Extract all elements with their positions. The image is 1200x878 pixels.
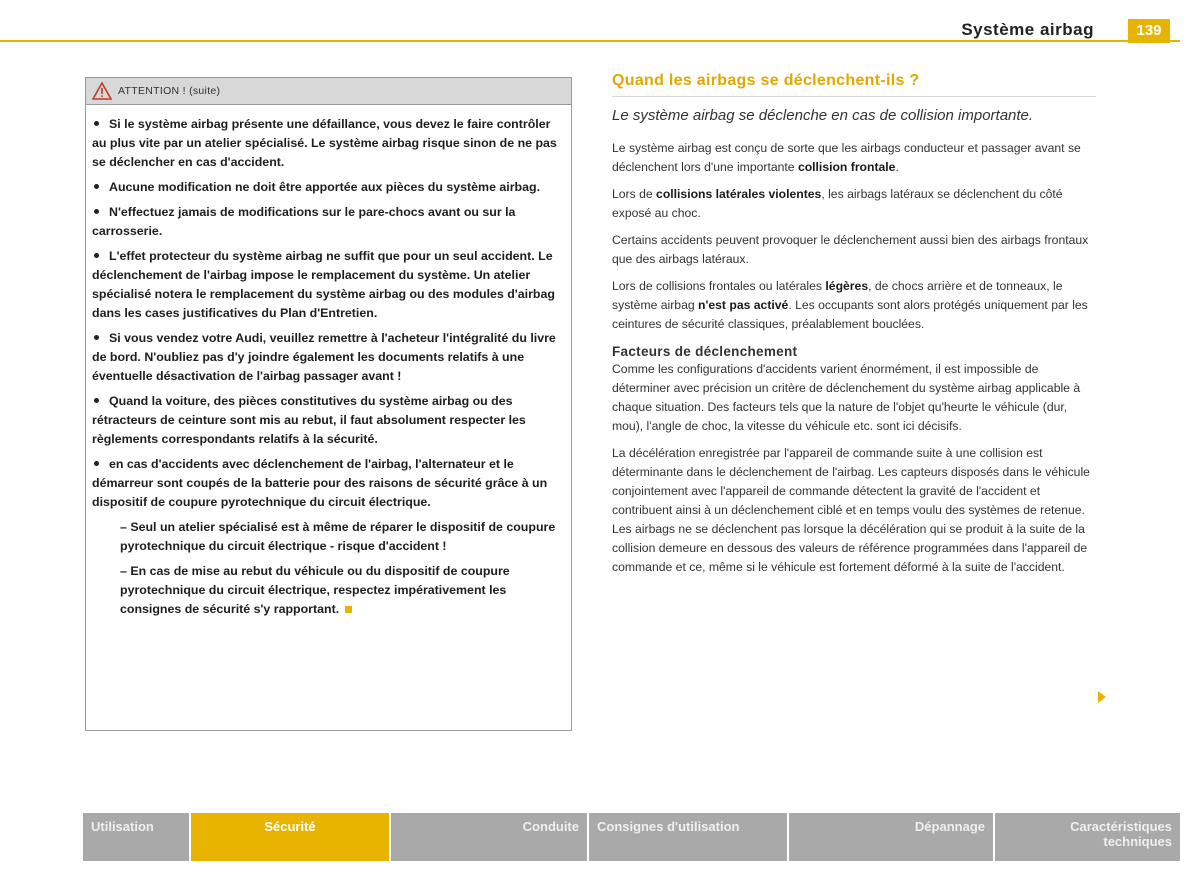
bullet-icon <box>94 253 99 258</box>
tab-conduite[interactable]: Conduite <box>391 813 589 861</box>
header-rule <box>0 40 1180 42</box>
warning-box <box>85 77 572 731</box>
warning-item: Si le système airbag présente une défaillance, vous devez le faire contrôler au plus vite par un atelier spécialisé. Le système airbag risque sinon de ne pas se déclencher en cas d'accident. <box>92 117 557 169</box>
paragraph: Comme les configurations d'accidents varient énormément, il est impossible de déterminer avec précision un critère de déclenchement du système airbag applicable à chaque situation. Des facteurs tels que la nature de l'objet qu'heurte le véhicule (dur, mou), l'angle de choc, la vitesse du véhicule etc. sont ici décisifs. <box>612 362 1081 433</box>
warning-item: N'effectuez jamais de modifications sur le pare-chocs avant ou sur la carrosserie. <box>92 205 516 238</box>
bullet-icon <box>94 121 99 126</box>
subheading: Facteurs de déclenchement <box>612 344 798 359</box>
paragraph: Lors de collisions latérales violentes, les airbags latéraux se déclenchent du côté exposé au choc. <box>612 187 1063 220</box>
paragraph: Certains accidents peuvent provoquer le déclenchement aussi bien des airbags frontaux que des airbags latéraux. <box>612 233 1089 266</box>
warning-sub-item: – En cas de mise au rebut du véhicule ou du dispositif de coupure pyrotechnique du circuit électrique, respectez impérativement les consignes de sécurité s'y rapportant. <box>120 564 510 616</box>
paragraph: Le système airbag est conçu de sorte que les airbags conducteur et passager avant se déclenchent lors d'une importante collision frontale. <box>612 141 1081 174</box>
section-title: Quand les airbags se déclenchent-ils ? <box>612 72 1096 97</box>
page-number: 139 <box>1128 19 1170 43</box>
warning-title: ATTENTION ! (suite) <box>118 85 221 97</box>
warning-item: Aucune modification ne doit être apportée aux pièces du système airbag. <box>92 178 563 197</box>
end-of-section-icon <box>345 606 352 613</box>
page-header-title: Système airbag <box>961 20 1094 39</box>
warning-body <box>86 105 571 619</box>
warning-item: en cas d'accidents avec déclenchement de l'airbag, l'alternateur et le démarreur sont coupés de la batterie pour des raisons de sécurité grâce à un dispositif de coupure pyrotechnique du circuit électrique. <box>92 457 548 509</box>
bullet-icon <box>94 209 99 214</box>
warning-item: L'effet protecteur du système airbag ne suffit que pour un seul accident. Le déclenchement de l'airbag impose le remplacement du système. Un atelier spécialisé notera le remplacement du système airbag ou des modules d'airbag dans les cases justificatives du Plan d'Entretien. <box>92 249 555 320</box>
tab-utilisation[interactable]: Utilisation <box>83 813 191 861</box>
tab-caracteristiques-techniques[interactable]: Caractéristiques techniques <box>995 813 1180 861</box>
chapter-nav <box>83 813 1180 861</box>
paragraph: Lors de collisions frontales ou latérales légères, de chocs arrière et de tonneaux, le système airbag n'est pas activé. Les occupants sont alors protégés uniquement par les ceintures de sécurité classiques, préalablement bouclées. <box>612 279 1088 331</box>
tab-securite[interactable]: Sécurité <box>191 813 391 861</box>
main-content <box>612 72 1096 585</box>
bullet-icon <box>94 461 99 466</box>
bullet-icon <box>94 398 99 403</box>
continue-arrow-icon <box>1098 691 1106 703</box>
warning-header <box>86 78 571 105</box>
warning-item: Quand la voiture, des pièces constitutives du système airbag ou des rétracteurs de ceinture sont mis au rebut, il faut absolument respecter les règlements correspondants relatifs à la sécurité. <box>92 394 526 446</box>
warning-sub-item: – Seul un atelier spécialisé est à même de réparer le dispositif de coupure pyrotechnique du circuit électrique - risque d'accident ! <box>120 520 556 553</box>
warning-item: Si vous vendez votre Audi, veuillez remettre à l'acheteur l'intégralité du livre de bord. N'oubliez pas d'y joindre également les documents relatifs à une éventuelle désactivation de l'airbag passager avant ! <box>92 331 556 383</box>
warning-triangle-icon <box>92 82 112 100</box>
tab-consignes-utilisation[interactable]: Consignes d'utilisation <box>589 813 789 861</box>
paragraph: La décélération enregistrée par l'appareil de commande suite à une collision est déterminante dans le déclenchement de l'airbag. Les capteurs disposés dans le véhicule conjointement avec l'appareil de commande détectent la gravité de l'accident et contribuent ainsi à un déclenchement ciblé et en temps voulu des systèmes de retenue. Les airbags ne se déclenchent pas lorsque la décélération qui se produit à la suite de la collision demeure en dessous des valeurs de référence programmées dans l'appareil de commande et ce, même si le véhicule est fortement déformé à la suite de l'accident. <box>612 446 1090 574</box>
bullet-icon <box>94 184 99 189</box>
bullet-icon <box>94 335 99 340</box>
tab-depannage[interactable]: Dépannage <box>789 813 995 861</box>
section-lead: Le système airbag se déclenche en cas de collision importante. <box>612 107 1034 124</box>
